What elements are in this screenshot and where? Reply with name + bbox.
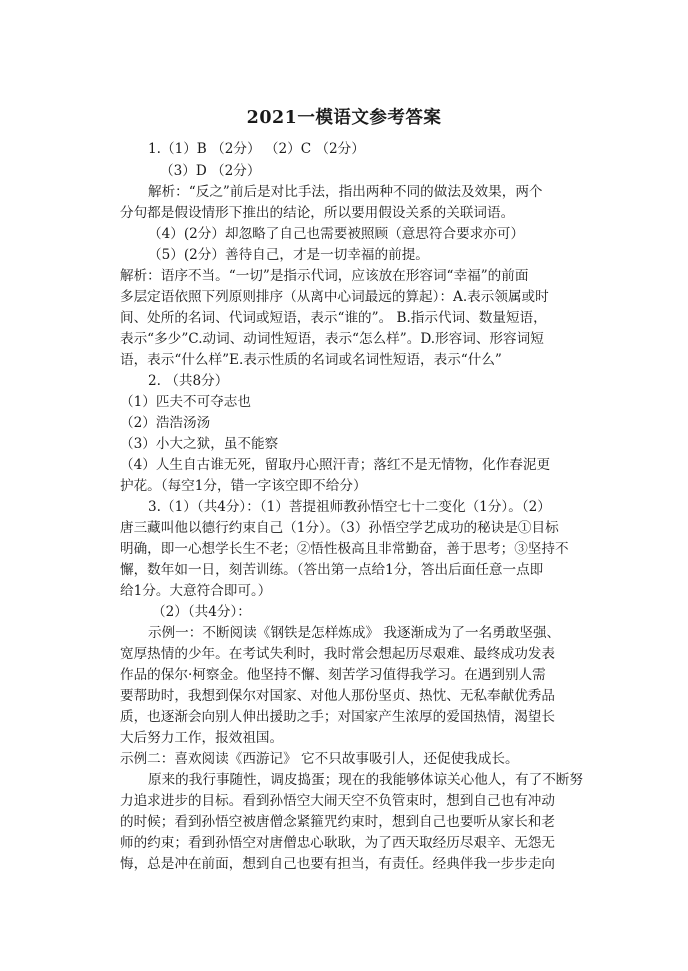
answer-3-2-heading: （2）（共4分）： — [152, 604, 251, 620]
example-two-line: 力追求进步的目标。看到孙悟空大闹天空不负管束时，想到自己也有冲动 — [120, 793, 555, 809]
analysis-line: 语，表示“什么样”E.表示性质的名词或名词性短语，表示“什么” — [120, 352, 502, 368]
analysis-line: 间、处所的名词、代词或短语，表示“谁的”。 B.指示代词、数量短语， — [120, 310, 547, 326]
analysis-line: 解析：语序不当。“一切”是指示代词，应该放在形容词“幸福”的前面 — [120, 268, 529, 284]
answer-1-line: （5）(2分）善待自己，才是一切幸福的前提。 — [148, 247, 429, 263]
answer-2-line: 护花。（每空1分，错一字该空即不给分） — [120, 478, 367, 494]
example-one-line: 要帮助时，我想到保尔对国家、对他人那份坚贞、热忱、无私奉献优秀品 — [120, 688, 555, 704]
analysis-line: 表示“多少”C.动词、动词性短语，表示“怎么样”。D.形容词、形容词短 — [120, 331, 544, 347]
analysis-line: 解析：“反之”前后是对比手法，指出两种不同的做法及效果，两个 — [148, 184, 543, 200]
answer-1-line: （3）D （2分） — [160, 163, 261, 179]
example-one-line: 宽厚热情的少年。在考试失利时，我时常会想起历尽艰难、最终成功发表 — [120, 646, 555, 662]
example-one-line: 示例二：喜欢阅读《西游记》 它不只故事吸引人，还促使我成长。 — [120, 751, 519, 767]
answer-2-heading: 2. （共8分） — [148, 373, 229, 389]
example-one-line: 质，也逐渐会向别人伸出援助之手；对国家产生浓厚的爱国热情，渴望长 — [120, 709, 555, 725]
answer-3-line: 唐三藏叫他以德行约束自己（1分）。（3）孙悟空学艺成功的秘诀是①目标 — [120, 520, 559, 536]
example-one-line: 大后努力工作，报效祖国。 — [120, 730, 284, 746]
answer-3-line: 3.（1）（共4分）：（1）菩提祖师教孙悟空七十二变化（1分）。（2） — [148, 499, 551, 515]
answer-2-line: （4）人生自古谁无死，留取丹心照汗青；落红不是无情物，化作春泥更 — [120, 457, 551, 473]
answer-3-line: 明确，即一心想学长生不老；②悟性极高且非常勤奋，善于思考；③坚持不 — [120, 541, 569, 557]
example-two-line: 师的约束；看到孙悟空对唐僧忠心耿耿，为了西天取经历尽艰辛、无怨无 — [120, 835, 555, 851]
answer-2-line: （2）浩浩汤汤 — [120, 415, 211, 431]
answer-1-line: （4）(2分）却忽略了自己也需要被照顾（意思符合要求亦可） — [148, 226, 525, 242]
analysis-line: 分句都是假设情形下推出的结论，所以要用假设关系的关联词语。 — [120, 205, 515, 221]
example-two-line: 原来的我行事随性，调皮捣蛋；现在的我能够体谅关心他人，有了不断努 — [148, 772, 583, 788]
example-one-line: 示例一：不断阅读《钢铁是怎样炼成》 我逐渐成为了一名勇敢坚强、 — [148, 625, 561, 641]
example-two-line: 悔，总是冲在前面，想到自己也要有担当，有责任。经典伴我一步步走向 — [120, 856, 555, 872]
example-two-line: 的时候；看到孙悟空被唐僧念紧箍咒约束时，想到自己也要听从家长和老 — [120, 814, 555, 830]
analysis-line: 多层定语依照下列原则排序（从离中心词最远的算起）：A.表示领属或时 — [120, 289, 549, 305]
answer-2-line: （3）小大之狱，虽不能察 — [120, 436, 279, 452]
answer-2-line: （1）匹夫不可夺志也 — [120, 394, 251, 410]
answer-3-line: 给1分。大意符合即可。） — [120, 583, 272, 599]
answer-1-line: 1.（1）B （2分） （2）C （2分） — [148, 141, 365, 157]
answer-3-line: 懈，数年如一日，刻苦训练。（答出第一点给1分，答出后面任意一点即 — [120, 562, 544, 578]
document-title: 2021一模语文参考答案 — [246, 108, 442, 128]
example-one-line: 作品的保尔·柯察金。他坚持不懈、刻苦学习值得我学习。在遇到别人需 — [120, 667, 546, 683]
